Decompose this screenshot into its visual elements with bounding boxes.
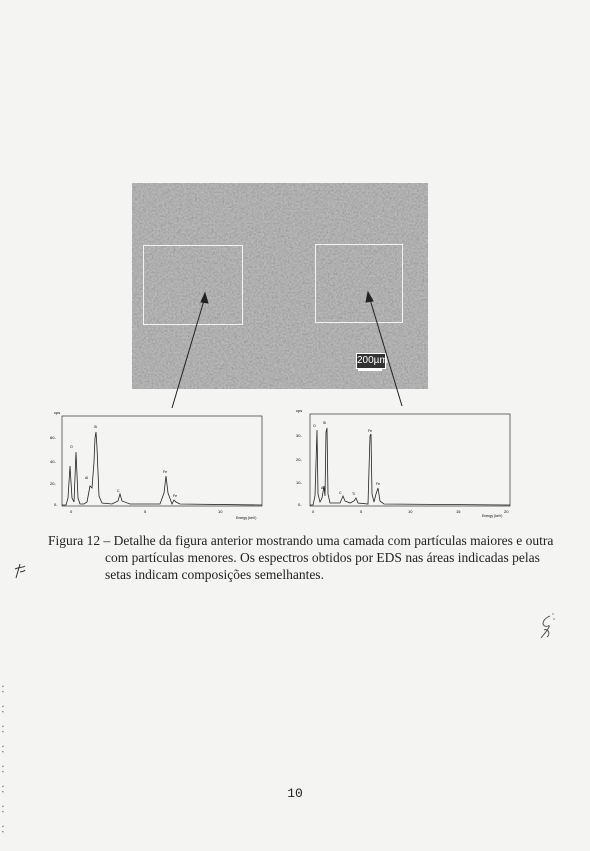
peak-label: Fe bbox=[368, 429, 373, 433]
x-tick: 0 bbox=[70, 509, 73, 514]
y-tick: 30- bbox=[296, 433, 302, 438]
arrow-left-head bbox=[201, 293, 208, 303]
y-unit: cps bbox=[54, 410, 61, 415]
handwritten-signature-mark bbox=[536, 612, 556, 642]
caption-line: setas indicam composições semelhantes. bbox=[105, 567, 324, 582]
handwritten-initial-mark bbox=[12, 560, 28, 580]
page-number: 10 bbox=[287, 786, 303, 801]
y-unit: cps bbox=[296, 408, 303, 413]
x-axis-label: Energy (keV) bbox=[482, 514, 503, 518]
peak-label: Al bbox=[85, 476, 89, 480]
x-tick: 20 bbox=[504, 509, 509, 514]
scale-bar-label: 200µm bbox=[356, 353, 386, 369]
arrow-right-head bbox=[366, 292, 373, 302]
x-tick: 5 bbox=[360, 509, 363, 514]
y-tick: 20- bbox=[50, 481, 56, 486]
spectrum-trace bbox=[62, 432, 262, 505]
y-tick: 10- bbox=[296, 480, 302, 485]
x-tick: 10 bbox=[408, 509, 413, 514]
peak-label: O bbox=[313, 424, 316, 428]
caption-line: com partículas menores. Os espectros obtidos por EDS nas áreas indicadas pelas bbox=[105, 550, 540, 565]
peak-label: Fe bbox=[173, 494, 178, 498]
x-tick: 15 bbox=[456, 509, 461, 514]
peak-label: Al bbox=[321, 486, 325, 490]
peak-label: Fe bbox=[376, 482, 381, 486]
peak-label: O bbox=[70, 445, 73, 449]
y-tick: 20- bbox=[296, 457, 302, 462]
peak-label: Fe bbox=[163, 470, 168, 474]
x-axis-label: Energy (keV) bbox=[236, 516, 257, 520]
x-tick: 10 bbox=[218, 509, 223, 514]
peak-label: C bbox=[339, 491, 342, 495]
eds-spectrum-left bbox=[40, 408, 270, 520]
binding-holes bbox=[2, 680, 10, 840]
arrow-left bbox=[172, 297, 205, 408]
x-tick: 5 bbox=[144, 509, 147, 514]
y-tick: 0- bbox=[298, 502, 302, 507]
peak-label: Si bbox=[323, 421, 327, 425]
peak-label: Ti bbox=[352, 492, 355, 496]
peak-label: Si bbox=[94, 425, 98, 429]
arrow-right bbox=[369, 296, 402, 406]
y-tick: 60- bbox=[50, 435, 56, 440]
x-tick: 0 bbox=[312, 509, 315, 514]
eds-spectrum-right bbox=[294, 406, 516, 518]
figure-caption bbox=[48, 532, 554, 583]
y-tick: 0- bbox=[54, 502, 58, 507]
y-tick: 40- bbox=[50, 459, 56, 464]
caption-line: Figura 12 – Detalhe da figura anterior mostrando uma camada com partículas maiores e outra bbox=[48, 533, 554, 548]
plot-frame bbox=[62, 416, 262, 506]
peak-label: C bbox=[117, 489, 120, 493]
